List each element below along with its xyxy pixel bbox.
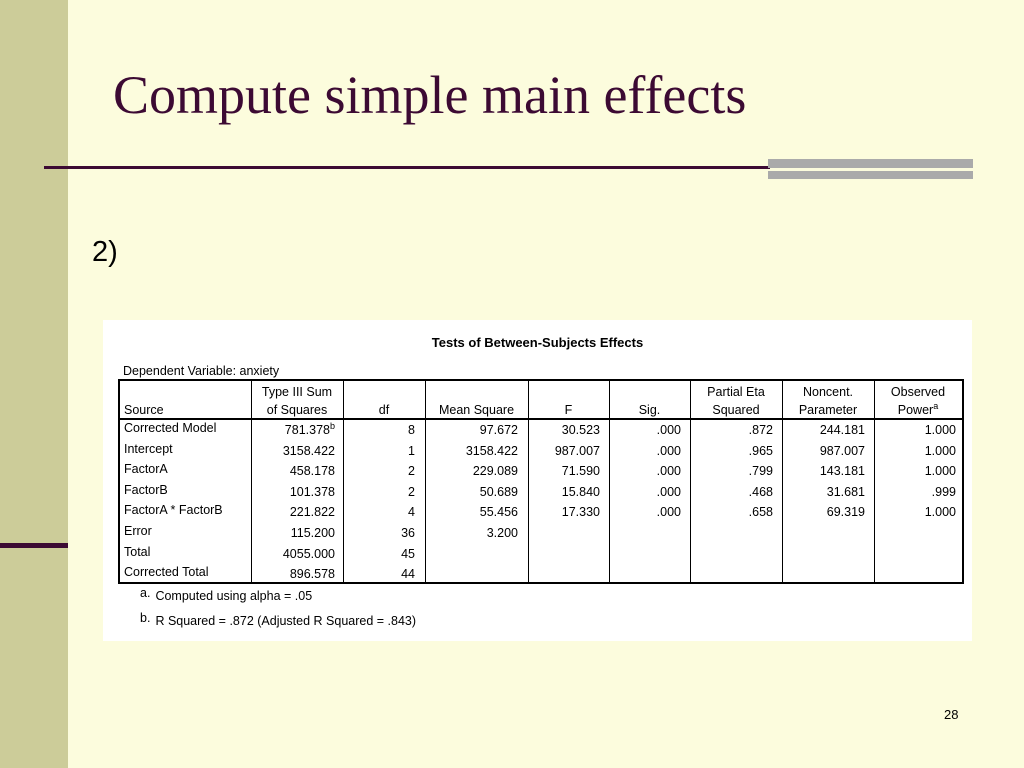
cell-noncent — [782, 482, 865, 503]
cell-value: 15.840 — [561, 484, 600, 499]
cell-value: 987.007 — [554, 443, 600, 458]
header-source: Source — [124, 403, 164, 417]
slide-title: Compute simple main effects — [113, 65, 747, 125]
cell-value: .000 — [656, 443, 681, 458]
footnote-a — [140, 586, 313, 603]
cell-mean-square — [425, 523, 518, 544]
cell-partial-eta — [690, 482, 773, 503]
page-number: 28 — [944, 707, 959, 722]
cell-observed-power — [874, 461, 956, 482]
cell-df — [343, 420, 415, 441]
cell-value: 115.200 — [290, 526, 335, 540]
cell-partial-eta — [690, 441, 773, 462]
cell-sum-of-squares — [251, 420, 335, 441]
cell-sum-of-squares — [251, 544, 335, 565]
cell-value: 101.378 — [289, 484, 335, 499]
cell-df — [343, 523, 415, 544]
header-mean-square: Mean Square — [438, 403, 515, 417]
cell-source — [124, 562, 249, 583]
cell-partial-eta — [690, 544, 773, 565]
footnote-b — [140, 611, 417, 628]
cell-value: 71.590 — [561, 464, 600, 479]
cell-noncent — [782, 502, 865, 523]
cell-sig — [609, 544, 681, 565]
cell-source — [124, 459, 249, 480]
cell-sig — [609, 564, 681, 585]
cell-value: 4055.000 — [282, 546, 335, 561]
cell-value: FactorA — [124, 462, 168, 477]
cell-mean-square — [425, 564, 518, 585]
header-text: Partial Eta — [707, 385, 765, 399]
cell-sum-of-squares — [251, 482, 335, 503]
cell-value: 3158.422 — [282, 443, 335, 458]
cell-df — [343, 564, 415, 585]
cell-value: .000 — [656, 464, 681, 479]
cell-value: 987.007 — [819, 443, 865, 458]
cell-source — [124, 418, 249, 439]
cell-value: 36 — [401, 526, 415, 540]
cell-df — [343, 461, 415, 482]
cell-mean-square — [425, 544, 518, 565]
cell-value: .799 — [748, 464, 773, 479]
cell-value: 4 — [408, 505, 415, 520]
footnote-marker: a. — [140, 586, 151, 600]
cell-df — [343, 502, 415, 523]
cell-value: 17.330 — [561, 505, 600, 520]
cell-value: 143.181 — [819, 464, 865, 479]
cell-value: 97.672 — [479, 423, 518, 437]
cell-observed-power — [874, 441, 956, 462]
cell-value: 229.089 — [472, 464, 518, 479]
cell-value: .000 — [656, 505, 681, 520]
cell-value: 1 — [408, 443, 415, 458]
cell-value: 3.200 — [486, 526, 518, 540]
title-accent-bar-bottom — [768, 171, 973, 179]
cell-noncent — [782, 420, 865, 441]
cell-f — [528, 564, 600, 585]
cell-sum-of-squares — [251, 564, 335, 585]
footnote-text: R Squared = .872 (Adjusted R Squared = .843) — [155, 614, 417, 628]
cell-partial-eta — [690, 564, 773, 585]
body-text: 2) — [92, 236, 118, 268]
cell-f — [528, 502, 600, 523]
cell-mean-square — [425, 420, 518, 441]
cell-value: 1.000 — [924, 443, 956, 458]
cell-value: 50.689 — [479, 484, 518, 499]
cell-partial-eta — [690, 523, 773, 544]
header-sig: Sig. — [638, 403, 661, 417]
cell-f — [528, 420, 600, 441]
cell-value: 458.178 — [289, 464, 335, 479]
cell-value: 3158.422 — [465, 443, 518, 458]
cell-observed-power — [874, 482, 956, 503]
cell-source — [124, 439, 249, 460]
cell-sig — [609, 441, 681, 462]
header-f: F — [564, 403, 573, 417]
cell-f — [528, 461, 600, 482]
cell-f — [528, 441, 600, 462]
cell-observed-power — [874, 502, 956, 523]
cell-noncent — [782, 523, 865, 544]
header-text: Squared — [712, 403, 760, 417]
cell-value: 1.000 — [924, 423, 956, 437]
cell-value: .872 — [748, 423, 773, 437]
cell-value: Intercept — [124, 441, 173, 456]
cell-noncent — [782, 544, 865, 565]
cell-partial-eta — [690, 420, 773, 441]
cell-observed-power — [874, 420, 956, 441]
cell-sum-of-squares — [251, 523, 335, 544]
cell-value: FactorB — [124, 482, 168, 497]
cell-f — [528, 523, 600, 544]
cell-value: 896.578 — [289, 567, 335, 582]
cell-value: 1.000 — [924, 505, 956, 520]
cell-value: 221.822 — [289, 505, 335, 520]
cell-sig — [609, 420, 681, 441]
cell-source — [124, 500, 249, 521]
cell-partial-eta — [690, 502, 773, 523]
cell-f — [528, 544, 600, 565]
cell-value: .000 — [656, 423, 681, 437]
cell-sig — [609, 461, 681, 482]
left-band-accent — [0, 543, 68, 548]
spss-output-table — [103, 320, 972, 641]
table-title: Tests of Between-Subjects Effects — [431, 335, 644, 350]
cell-source — [124, 480, 249, 501]
cell-value: 1.000 — [924, 464, 956, 479]
title-accent-bar-top — [768, 159, 973, 168]
cell-observed-power — [874, 523, 956, 544]
footnote-marker: a — [933, 401, 939, 411]
cell-df — [343, 482, 415, 503]
header-df: df — [378, 403, 390, 417]
cell-value: 8 — [408, 423, 415, 437]
cell-value: .658 — [748, 505, 773, 520]
cell-value: .999 — [931, 484, 956, 499]
cell-mean-square — [425, 502, 518, 523]
header-observed-power — [874, 383, 962, 419]
cell-observed-power — [874, 544, 956, 565]
cell-value: 31.681 — [826, 484, 865, 499]
cell-sig — [609, 523, 681, 544]
header-noncent — [782, 383, 874, 419]
header-text: Power — [897, 403, 934, 417]
cell-value: 2 — [408, 464, 415, 479]
cell-noncent — [782, 564, 865, 585]
header-text: Observed — [890, 385, 946, 399]
cell-noncent — [782, 461, 865, 482]
cell-value: 30.523 — [561, 423, 600, 437]
cell-value: 244.181 — [819, 423, 865, 437]
cell-sum-of-squares — [251, 461, 335, 482]
cell-partial-eta — [690, 461, 773, 482]
header-text: Type III Sum — [261, 385, 333, 399]
cell-sum-of-squares — [251, 502, 335, 523]
cell-source — [124, 542, 249, 563]
left-decorative-band — [0, 0, 68, 768]
cell-mean-square — [425, 461, 518, 482]
cell-value: Total — [124, 544, 151, 559]
cell-value: .468 — [748, 484, 773, 499]
cell-value: 44 — [401, 567, 415, 582]
cell-noncent — [782, 441, 865, 462]
cell-source — [124, 521, 249, 542]
cell-df — [343, 544, 415, 565]
cell-value: .000 — [656, 484, 681, 499]
cell-value: 2 — [408, 484, 415, 499]
header-text: Parameter — [798, 403, 858, 417]
footnote-text: Computed using alpha = .05 — [155, 589, 313, 603]
footnote-marker: b. — [140, 611, 151, 625]
anova-table — [118, 379, 964, 584]
title-divider — [44, 166, 770, 169]
cell-value: Corrected Model — [124, 421, 217, 435]
cell-sum-of-squares — [251, 441, 335, 462]
header-sum-of-squares — [251, 383, 343, 419]
cell-value: .965 — [748, 443, 773, 458]
header-text: of Squares — [266, 403, 328, 417]
header-text: Noncent. — [802, 385, 854, 399]
cell-value: 55.456 — [479, 505, 518, 520]
header-text — [874, 401, 962, 419]
cell-value: 45 — [401, 546, 415, 561]
cell-value: 69.319 — [826, 505, 865, 520]
dependent-variable: Dependent Variable: anxiety — [123, 364, 280, 378]
cell-df — [343, 441, 415, 462]
header-partial-eta — [690, 383, 782, 419]
cell-sig — [609, 502, 681, 523]
cell-value: FactorA * FactorB — [124, 503, 223, 518]
cell-value: 781.378 — [284, 423, 330, 437]
cell-mean-square — [425, 441, 518, 462]
cell-f — [528, 482, 600, 503]
cell-mean-square — [425, 482, 518, 503]
cell-observed-power — [874, 564, 956, 585]
footnote-marker: b — [329, 421, 335, 431]
cell-value: Error — [124, 524, 152, 538]
cell-sig — [609, 482, 681, 503]
cell-value: Corrected Total — [124, 565, 209, 580]
